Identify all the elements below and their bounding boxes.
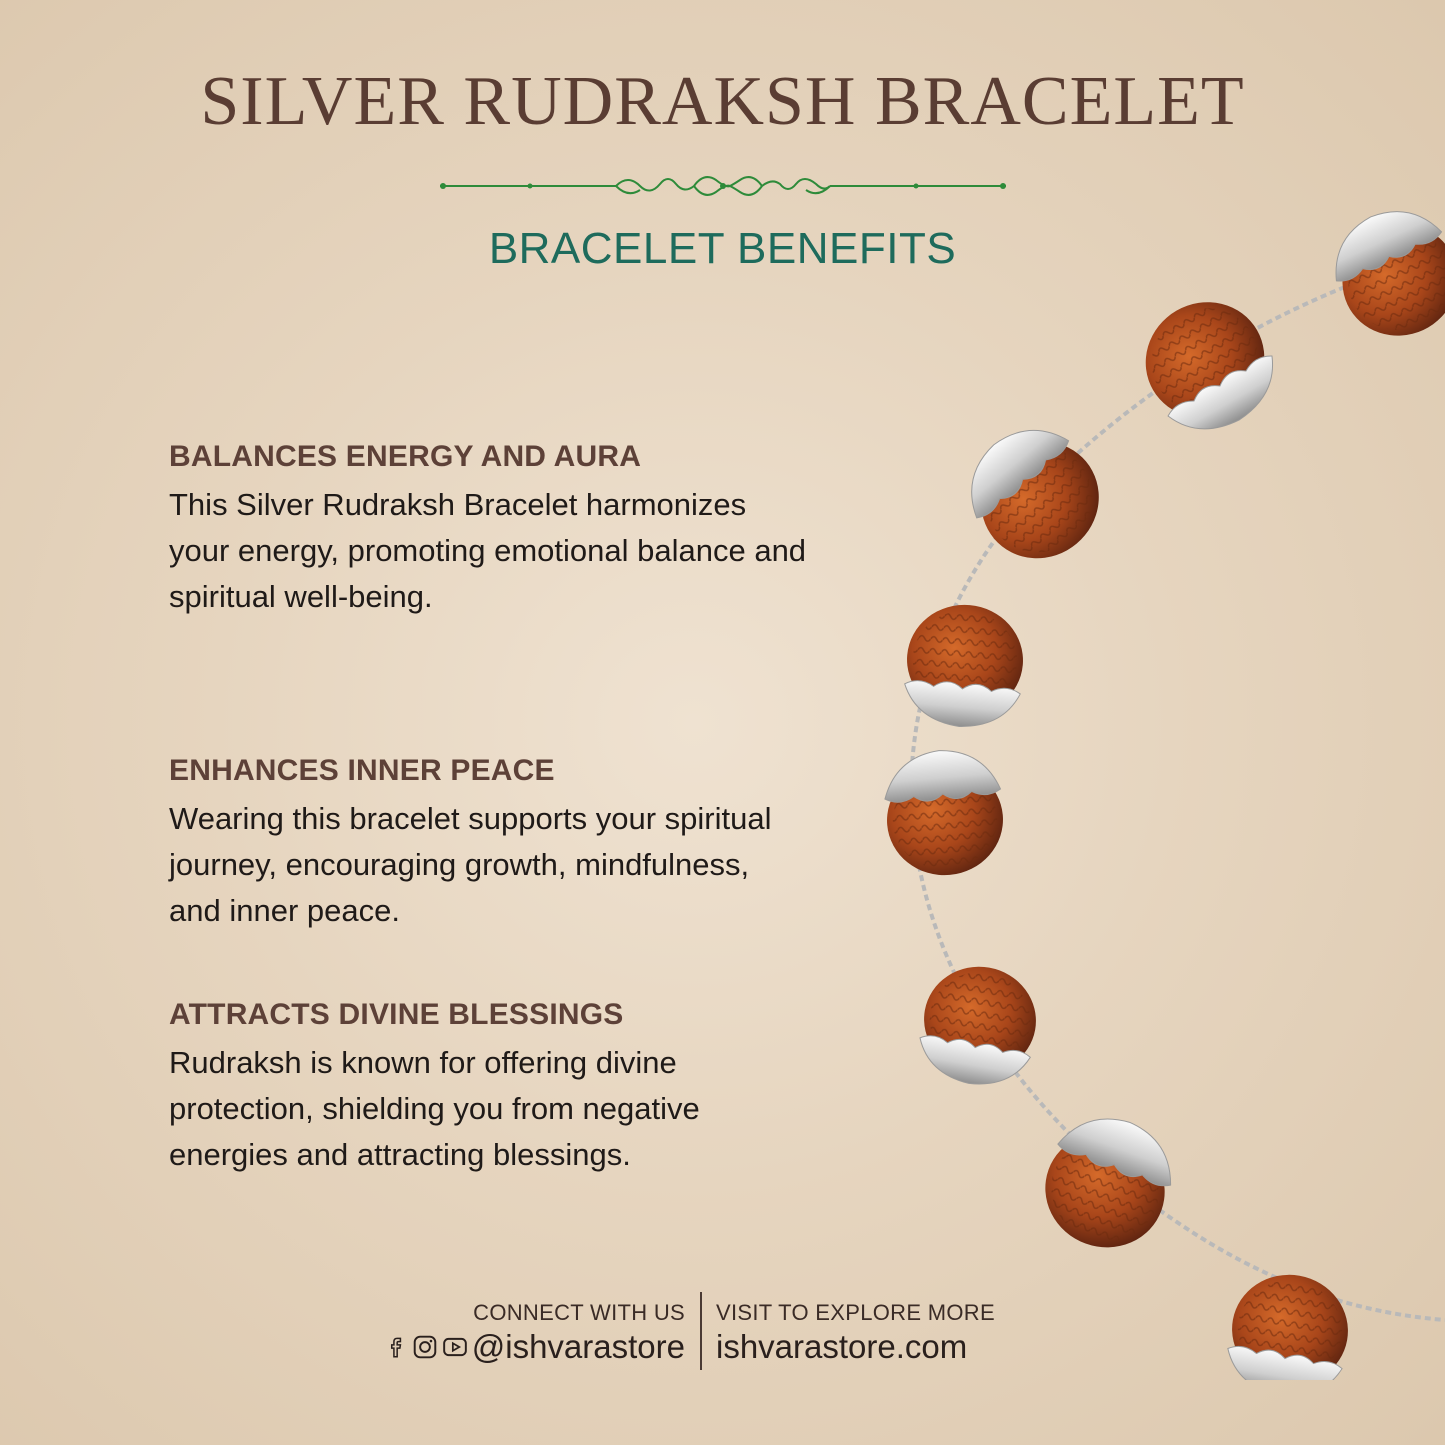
social-block [382, 1300, 685, 1366]
page-title: SILVER RUDRAKSH BRACELET [200, 63, 1245, 140]
benefit-heading: BALANCES ENERGY AND AURA [169, 440, 642, 473]
benefit-heading: ENHANCES INNER PEACE [169, 754, 555, 787]
rudraksh-bead [948, 406, 1123, 582]
rudraksh-bead [1221, 1266, 1356, 1380]
rudraksh-bead [1318, 200, 1445, 354]
footer-divider [700, 1292, 702, 1370]
facebook-icon[interactable] [382, 1334, 408, 1360]
benefit-item-peace [169, 754, 809, 934]
benefit-item-energy [169, 440, 809, 620]
rudraksh-bead [881, 746, 1007, 880]
benefit-item-blessings [169, 998, 809, 1178]
website-link[interactable]: ishvarastore.com [716, 1328, 968, 1365]
visit-label: VISIT TO EXPLORE MORE [716, 1300, 995, 1325]
bracelet-image [860, 200, 1445, 1380]
benefit-text: Wearing this bracelet supports your spiritual journey, encouraging growth, mindfulness, and inner peace. [169, 801, 772, 928]
benefit-heading: ATTRACTS DIVINE BLESSINGS [169, 998, 624, 1031]
ornamental-divider [440, 168, 1006, 204]
website-block [716, 1300, 995, 1366]
rudraksh-bead [1029, 1102, 1186, 1264]
social-handle[interactable]: @ishvarastore [471, 1328, 685, 1365]
section-subtitle: BRACELET BENEFITS [488, 224, 957, 273]
rudraksh-bead [914, 958, 1045, 1093]
benefit-text: This Silver Rudraksh Bracelet harmonizes your energy, promoting emotional balance and spiritual well-being. [169, 487, 807, 614]
youtube-icon[interactable] [442, 1334, 468, 1360]
benefit-text: Rudraksh is known for offering divine protection, shielding you from negative energies and attracting blessings. [169, 1045, 700, 1172]
instagram-icon[interactable] [412, 1334, 438, 1360]
rudraksh-bead [1125, 281, 1292, 450]
connect-label: CONNECT WITH US [473, 1300, 685, 1325]
